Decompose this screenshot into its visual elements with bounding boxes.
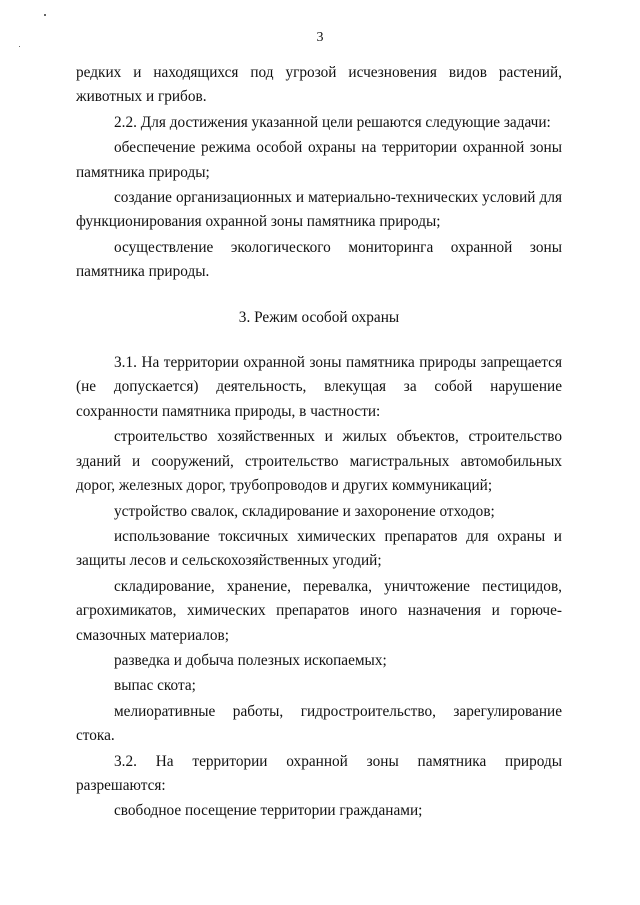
- scan-speck: [19, 46, 20, 47]
- list-item: складирование, хранение, перевалка, уничтожение пестицидов, агрохимикатов, химических препаратов иного назначения и горюче-смазочных материалов;: [76, 577, 562, 644]
- list-item: разведка и добыча полезных ископаемых;: [114, 651, 387, 669]
- paragraph: обеспечение режима особой охраны на территории охранной зоны памятника природы;: [76, 139, 562, 181]
- list-item: свободное посещение территории гражданами;: [114, 802, 423, 820]
- paragraph: осуществление экологического мониторинга охранной зоны памятника природы.: [76, 238, 562, 281]
- paragraph: 3.1. На территории охранной зоны памятника природы запрещается (не допускается) деятельность, влекущая за собой нарушение сохранности памятника природы, в частности:: [76, 354, 562, 420]
- list-item: устройство свалок, складирование и захоронение отходов;: [114, 502, 495, 520]
- list-item: мелиоративные работы, гидростроительство, зарегулирование стока.: [76, 702, 562, 745]
- paragraph: создание организационных и материально-технических условий для функционирования охранной зоны памятника природы;: [76, 189, 562, 231]
- scan-speck: [44, 14, 46, 16]
- section-heading: 3. Режим особой охраны: [238, 308, 400, 326]
- paragraph: редких и находящихся под угрозой исчезновения видов растений, животных и грибов.: [76, 64, 562, 106]
- list-item: использование токсичных химических препаратов для охраны и защиты лесов и сельскохозяйственных угодий;: [76, 527, 562, 570]
- document-body: [76, 61, 562, 825]
- list-item: строительство хозяйственных и жилых объектов, строительство зданий и сооружений, строительство магистральных автомобильных дорог, железных дорог, трубопроводов и других коммуникаций;: [76, 428, 562, 495]
- paragraph: 3.2. На территории охранной зоны памятника природы разрешаются:: [76, 752, 562, 794]
- list-item: выпас скота;: [114, 677, 196, 695]
- paragraph: 2.2. Для достижения указанной цели решаются следующие задачи:: [114, 113, 551, 131]
- page-number: 3: [316, 30, 324, 45]
